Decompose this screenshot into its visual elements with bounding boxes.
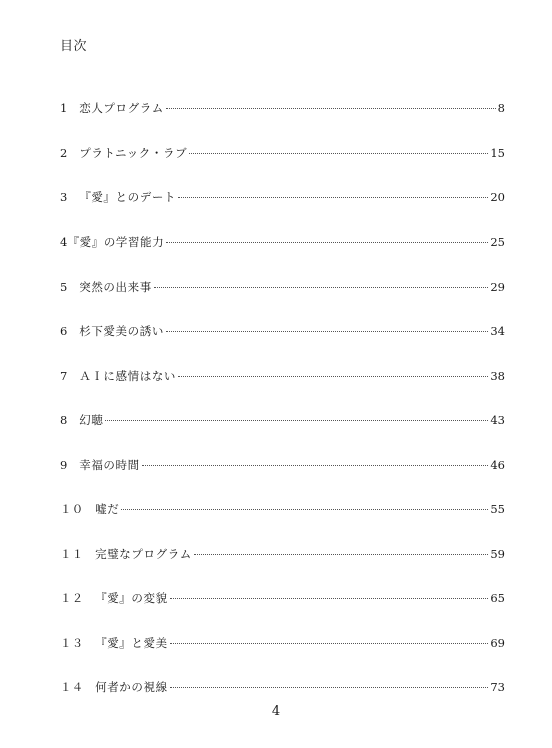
toc-entry-number: 2 [60,146,80,160]
toc-entry-number: １４ [60,680,96,694]
toc-leader-dots [194,554,489,555]
toc-entry[interactable] [60,145,505,163]
toc-entry[interactable] [60,635,505,653]
toc-entry-page: 43 [490,413,505,427]
toc-leader-dots [178,197,488,198]
toc-leader-dots [154,287,489,288]
toc-entry[interactable] [60,279,505,297]
toc-entry[interactable] [60,679,505,697]
toc-leader-dots [121,509,488,510]
toc-entry-title: 嘘だ [95,502,120,516]
toc-entry[interactable] [60,501,505,519]
toc-entry-page: 15 [490,146,505,160]
toc-entry-number: １２ [60,591,96,605]
toc-entry-page: 59 [490,547,505,561]
toc-entry-page: 55 [490,502,505,516]
toc-entry-number: １０ [60,502,96,516]
toc-entry-page: 38 [490,369,505,383]
toc-entry-number: １３ [60,636,96,650]
toc-entry[interactable] [60,457,505,475]
toc-entry-number: 7 [60,369,80,383]
toc-entry-page: 34 [490,324,505,338]
toc-entry[interactable] [60,412,505,430]
toc-entry-title: 幻聴 [79,413,104,427]
toc-entry-page: 29 [490,280,505,294]
toc-entry-number: 1 [60,101,80,115]
toc-entry-title: 完璧なプログラム [95,547,192,561]
toc-entry-page: 46 [490,458,505,472]
toc-entry[interactable] [60,323,505,341]
toc-entry-number: 4 [60,235,68,249]
toc-entry-page: 69 [490,636,505,650]
toc-entry-page: 73 [490,680,505,694]
toc-entry-title: 杉下愛美の誘い [79,324,164,338]
toc-entry[interactable] [60,546,505,564]
toc-entry[interactable] [60,590,505,608]
toc-entry-title: プラトニック・ラブ [79,146,188,160]
toc-entry-title: 『愛』と愛美 [95,636,168,650]
toc-entry-number: １１ [60,547,96,561]
toc-entry-title: 『愛』とのデート [79,190,177,204]
toc-entry-page: 65 [490,591,505,605]
toc-leader-dots [170,598,489,599]
toc-leader-dots [105,420,488,421]
toc-entry-page: 25 [490,235,505,249]
toc-entry-title: 『愛』の学習能力 [67,235,165,249]
page-number: 4 [271,704,281,719]
toc-entry-number: 6 [60,324,80,338]
toc-entry-number: 5 [60,280,80,294]
toc-entry-title: 恋人プログラム [79,101,164,115]
toc-entry[interactable] [60,189,505,207]
toc-leader-dots [189,153,488,154]
toc-entry-title: 『愛』の変貌 [95,591,168,605]
toc-entry-title: 幸福の時間 [79,458,140,472]
toc-entry-page: 8 [497,101,505,115]
toc-entry-title: 突然の出来事 [79,280,152,294]
toc-leader-dots [170,643,489,644]
toc-leader-dots [166,242,488,243]
toc-entry-number: 8 [60,413,80,427]
toc-entry-number: 9 [60,458,80,472]
toc-entry-page: 20 [490,190,505,204]
toc-leader-dots [166,331,488,332]
toc-leader-dots [166,108,496,109]
toc-heading: 目次 [60,39,88,54]
toc-entry-title: ＡＩに感情はない [79,369,177,383]
toc-leader-dots [178,376,488,377]
toc-entry-number: 3 [60,190,80,204]
toc-leader-dots [170,687,489,688]
toc-entry-title: 何者かの視線 [95,680,168,694]
toc-entry[interactable] [60,234,505,252]
toc-leader-dots [142,465,489,466]
toc-entry[interactable] [60,368,505,386]
toc-entry[interactable] [60,100,505,118]
